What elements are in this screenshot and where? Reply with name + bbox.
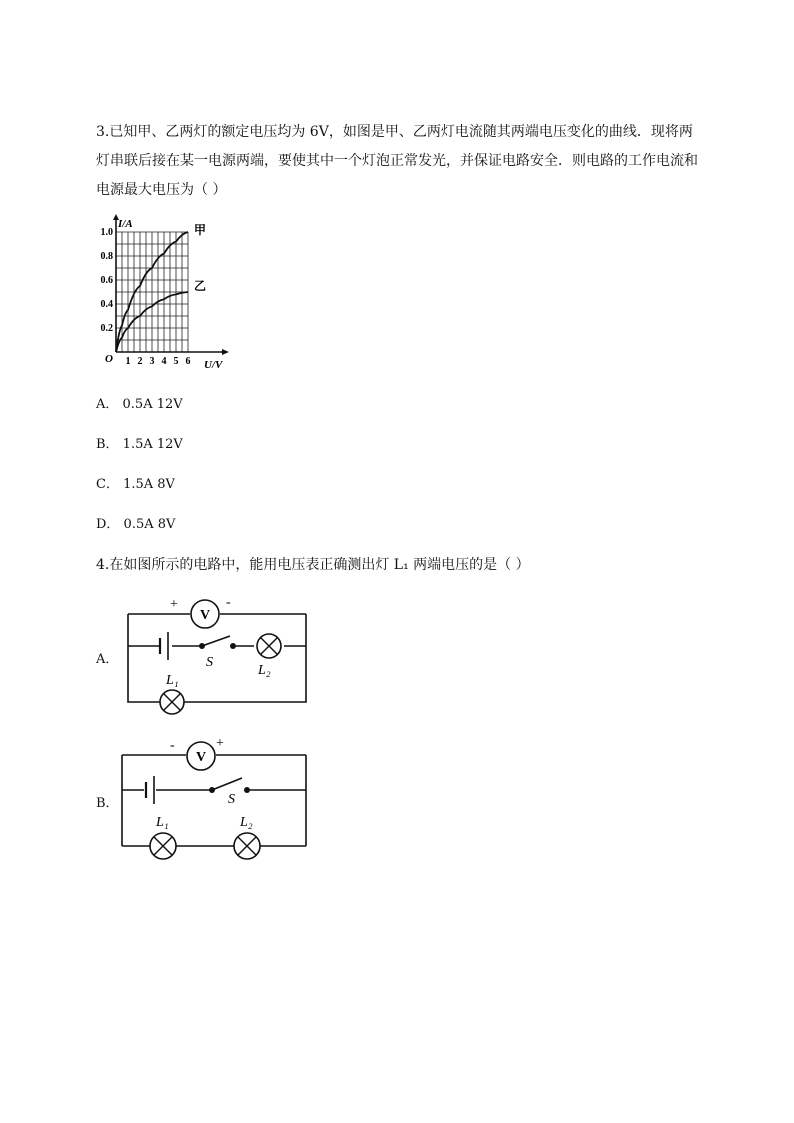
iu-chart [96,214,246,374]
voltmeter-icon [187,742,215,770]
chart-series [116,223,206,352]
lamp-l1-label: L₁ [156,815,169,830]
y-tick-label: 0.2 [100,323,113,334]
voltmeter-icon [191,600,219,628]
svg-text:V: V [199,608,211,623]
lamp-l2-label: L₂ [258,663,271,678]
chart-ticks [101,227,191,367]
y-tick-label: 0.6 [100,275,113,286]
x-tick-label: 1 [125,356,131,367]
series-label: 甲 [194,223,207,237]
svg-text:V: V [195,750,207,765]
option-3a[interactable]: A． 0.5A 12V [96,397,183,412]
option-3b[interactable]: B． 1.5A 12V [96,437,183,452]
y-tick-label: 1.0 [100,227,113,238]
plus-sign: + [170,597,178,612]
lamp-l2-label: L₂ [240,815,253,830]
x-tick-label: 3 [149,356,155,367]
x-axis-arrow [222,349,229,355]
lamp-l1-label: L₁ [166,673,179,688]
circuit-b-diagram[interactable] [118,733,312,865]
lamp-l1-icon [150,833,176,859]
x-axis-label: U/V [204,359,223,371]
plus-sign: + [216,736,224,751]
lamp-l2-icon [257,634,281,658]
minus-sign: - [170,738,175,753]
chart-grid [116,232,188,352]
option-4a-label[interactable]: A． [96,652,119,667]
minus-sign: - [226,596,231,610]
x-tick-label: 5 [173,356,179,367]
switch-label: S [228,792,235,807]
y-tick-label: 0.4 [100,299,113,310]
question-3-text: 3.已知甲、乙两灯的额定电压均为 6V，如图是甲、乙两灯电流随其两端电压变化的曲线．现将两灯串联后接在某一电源两端，要使其中一个灯泡正常发光，并保证电路安全．则电路的工作电流和电源最大电压为（ ） [96,124,698,198]
origin-label: O [105,353,113,365]
question-4-text: 4.在如图所示的电路中，能用电压表正确测出灯 L₁ 两端电压的是（ ） [96,557,530,573]
x-tick-label: 4 [161,356,167,367]
y-axis-label: I/A [118,218,133,230]
chart-axes [113,214,229,355]
lamp-l2-icon [234,833,260,859]
option-3d[interactable]: D． 0.5A 8V [96,517,176,532]
switch-label: S [206,655,213,670]
circuit-a-diagram[interactable] [122,596,312,716]
series-label: 乙 [194,279,207,293]
y-tick-label: 0.8 [100,251,113,262]
option-3c[interactable]: C． 1.5A 8V [96,477,175,492]
option-4b-label[interactable]: B． [96,796,119,811]
lamp-l1-icon [160,690,184,714]
x-tick-label: 2 [137,356,143,367]
x-tick-label: 6 [185,356,191,367]
